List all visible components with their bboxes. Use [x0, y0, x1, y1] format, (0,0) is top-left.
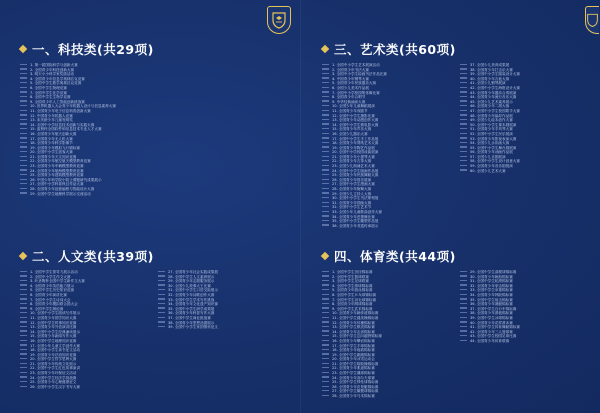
list-item: 40. 全国青少年吉他大赛 — [460, 77, 590, 82]
list-item: 14. 全国中小学信息技术创新与实践大赛 — [20, 123, 290, 128]
list-item: 18. 全国青少年科学影像节 — [20, 141, 290, 146]
list-item: 34. 全国青少年文化遗产知识赛 — [158, 302, 288, 307]
list-item: 53. 全国青少年影视表演大赛 — [460, 137, 590, 142]
section-title-text: 一、科技类(共29项) — [32, 42, 154, 57]
list-item: 15. 全国中学生定向越野锦标赛 — [322, 334, 452, 339]
list-item: 60. 全国少儿艺术大赛 — [460, 169, 590, 174]
list-item: 13. 宋庆龄少年儿童发明奖 — [20, 118, 290, 123]
list-item: 34. 全国青少年摔跤锦标赛 — [460, 293, 590, 298]
list-item: 11. 全国中学生健美操锦标赛 — [322, 316, 452, 321]
list-item: 1. 全国中学生田径锦标赛 — [322, 270, 452, 275]
list-item: 29. 全国中学生地理科学展示交流活动 — [20, 192, 290, 197]
list-item: 9. 中华经典诵读大赛 — [322, 100, 452, 105]
list-item: 13. 全国青少年动漫创作大赛 — [322, 118, 452, 123]
list-item: 30. 全国中小学生书法篆刻展 — [322, 196, 452, 201]
list-item: 2. 全国青少年书法大赛 — [322, 68, 452, 73]
list-item: 3. 全国中小学生绘画书法作品比赛 — [322, 72, 452, 77]
item-column — [322, 63, 452, 228]
list-item: 50. 全国中小学生课本剧展演 — [460, 123, 590, 128]
diamond-icon — [321, 252, 329, 260]
list-item: 11. 全国青少年电子信息科普创新大赛 — [20, 109, 290, 114]
list-item: 18. 全国中小学生读书征文活动 — [20, 348, 150, 353]
list-item: 6. 全国中学生物理竞赛 — [20, 86, 290, 91]
list-item: 39. 全国中小学生服装设计大赛 — [460, 72, 590, 77]
list-item: 24. 全国青少年高尔夫球赛 — [322, 376, 452, 381]
list-item: 18. 全国青少年射箭锦标赛 — [322, 348, 452, 353]
list-item: 31. 全国中学生轮滑锦标赛 — [460, 279, 590, 284]
list-item: 1. 第一届国际科学与创新大赛 — [20, 63, 290, 68]
list-item: 15. 蓝桥杯全国软件和信息技术专业人才大赛 — [20, 127, 290, 132]
list-item: 29. 全国中学生曲棍球锦标赛 — [460, 270, 590, 275]
list-item: 7. 全国中学生化学竞赛 — [20, 91, 290, 96]
list-item: 43. 全国中学生校园足球比赛 — [460, 334, 590, 339]
list-item: 23. 全国少儿朗诵艺术大赛 — [322, 164, 452, 169]
list-item: 2. 全国中学生篮球联赛 — [322, 275, 452, 280]
list-item: 27. 全国中学生橄榄球锦标赛 — [322, 389, 452, 394]
list-item: 8. 全国青少年网球锦标赛 — [322, 302, 452, 307]
list-item: 8. 全国青少年合唱节 — [322, 95, 452, 100]
item-column — [460, 63, 590, 228]
diamond-icon — [19, 45, 27, 53]
list-item: 37. 全国中学生商业挑战赛 — [158, 316, 288, 321]
humanities-section — [20, 250, 295, 389]
list-item: 14. 全国中小学生经典诵读展示 — [20, 330, 150, 335]
section-title-text: 三、艺术类(共60项) — [334, 42, 456, 57]
item-column — [460, 270, 590, 399]
list-item: 27. 全国中小学科普科幻作品大赛 — [20, 182, 290, 187]
school-crest-icon — [267, 6, 291, 34]
list-item: 47. 全国中小学生校园歌手大赛 — [460, 109, 590, 114]
list-item: 43. 全国青少年器乐合奏展演 — [460, 91, 590, 96]
item-column — [158, 270, 288, 389]
list-item: 26. 全国青少年皮划艇锦标赛 — [322, 385, 452, 390]
list-item: 32. 全国青少年诗歌创作大赛 — [158, 293, 288, 298]
list-item: 46. 全国青少年二胡大赛 — [460, 104, 590, 109]
list-item: 13. 全国中学生棋类锦标赛 — [322, 325, 452, 330]
list-item: 17. 全国中小学生手工作品展 — [322, 137, 452, 142]
list-item: 16. 全国青少年航天创新大赛 — [20, 132, 290, 137]
section-title — [20, 250, 295, 264]
list-item: 27. 全国中小学生漫画大赛 — [322, 182, 452, 187]
list-item: 55. 全国中小学生舞台剧展演 — [460, 146, 590, 151]
list-item: 8. 全国中学生生物学竞赛 — [20, 95, 290, 100]
list-item: 10. 全国中小学生阅读写作展示 — [20, 311, 150, 316]
list-item: 10. 全国少年儿童舞蹈展演 — [322, 104, 452, 109]
list-item: 52. 全国中小学生民乐展演 — [460, 132, 590, 137]
list-item: 38. 全国青少年思想品德展示 — [158, 321, 288, 326]
section-title-text: 二、人文类(共39项) — [32, 249, 154, 264]
list-item: 27. 全国青少年社会实践成果展 — [158, 270, 288, 275]
list-item: 45. 全国少儿艺术素养展示 — [460, 100, 590, 105]
list-item: 6. 全国少儿美术作品展 — [322, 86, 452, 91]
list-item: 22. 全国中小学生红色故事演讲 — [20, 366, 150, 371]
list-item: 21. 全国青少年天文知识竞赛 — [20, 155, 290, 160]
list-item: 14. 全国青少年击剑锦标赛 — [322, 330, 452, 335]
list-item: 23. 全国青少年车辆模型教育竞赛 — [20, 164, 290, 169]
list-item: 11. 全国青少年戏剧节 — [322, 109, 452, 114]
list-item: 24. 全国青少年航海模型教育竞赛 — [20, 169, 290, 174]
list-item: 36. 全国青少年科普写作大赛 — [158, 311, 288, 316]
list-item: 9. 全国中学生武术锦标赛 — [322, 307, 452, 312]
item-column — [20, 270, 150, 389]
list-item: 1. 全国中学生领导力展示活动 — [20, 270, 150, 275]
tech-item-list — [20, 63, 290, 196]
list-item: 35. 全国中小学生研学成果展 — [158, 307, 288, 312]
list-item: 41. 全国中学生体育舞蹈锦标赛 — [460, 325, 590, 330]
list-item: 28. 全国青少年马术锦标赛 — [322, 394, 452, 399]
list-item: 28. 全国青少年创意编程与智能设计大赛 — [20, 187, 290, 192]
sports-item-list — [322, 270, 592, 399]
section-title-text: 四、体育类(共44项) — [334, 249, 456, 264]
item-column — [322, 270, 452, 399]
list-item: 49. 全国少儿绘本创作大赛 — [460, 118, 590, 123]
list-item: 19. 全国中学生跳绳锦标赛 — [322, 353, 452, 358]
humanities-item-list — [20, 270, 295, 389]
list-item: 6. 全国青少年演讲比赛 — [20, 293, 150, 298]
list-item: 20. 全国中小学校园戏曲展演 — [322, 150, 452, 155]
list-item: 10. 全国青少年跆拳道锦标赛 — [322, 311, 452, 316]
list-item: 15. 全国青少年新闻写作大赛 — [20, 334, 150, 339]
list-item: 23. 全国中学生毽球锦标赛 — [322, 371, 452, 376]
list-item: 21. 全国青少年传统文化展示 — [20, 362, 150, 367]
list-item: 38. 全国青少年打击乐大赛 — [460, 68, 590, 73]
list-item: 20. 全国中小学生创客大赛 — [20, 150, 290, 155]
list-item: 59. 全国青少年音乐剧展演 — [460, 164, 590, 169]
list-item: 29. 全国青少年志愿服务展示 — [158, 279, 288, 284]
list-item: 35. 全国中学生射击锦标赛 — [460, 298, 590, 303]
list-item: 36. 全国青少年非遗传承展示 — [322, 224, 452, 229]
list-item: 40. 全国青少年花样滑冰赛 — [460, 321, 590, 326]
list-item: 1. 全国中小学生艺术展演活动 — [322, 63, 452, 68]
list-item: 42. 全国中小学生海报设计大赛 — [460, 86, 590, 91]
list-item: 9. 全国中学生辩论赛 — [20, 307, 150, 312]
list-item: 22. 全国青少年柔道锦标赛 — [322, 366, 452, 371]
list-item: 32. 全国青少年拳击锦标赛 — [460, 284, 590, 289]
list-item: 16. 全国少儿器乐大赛 — [322, 132, 452, 137]
list-item: 2. 全国青少年科技创新大赛 — [20, 68, 290, 73]
section-title — [20, 43, 290, 57]
list-item: 57. 全国少儿京剧展演 — [460, 155, 590, 160]
list-item: 12. 全国中学生时事知识竞赛 — [20, 321, 150, 326]
list-item: 37. 全国少儿美育成果展 — [460, 63, 590, 68]
list-item: 4. 中国青少年钢琴大赛 — [322, 77, 452, 82]
list-item: 12. 中国青少年机器人竞赛 — [20, 114, 290, 119]
tech-section — [20, 43, 290, 196]
list-item: 19. 全国青少年法治知识竞赛 — [20, 353, 150, 358]
list-item: 33. 全国中学生学术写作挑战 — [158, 298, 288, 303]
list-item: 58. 全国中小学生设计创意大赛 — [460, 159, 590, 164]
list-item: 11. 全国青少年国学知识大赛 — [20, 316, 150, 321]
list-item: 17. 全国少年儿童文学创作大赛 — [20, 344, 150, 349]
list-item: 42. 全国青少年三人篮球赛 — [460, 330, 590, 335]
list-item: 22. 全国青少年古筝大赛 — [322, 159, 452, 164]
list-item: 7. 全国中小学生诗词大会 — [20, 298, 150, 303]
list-item: 28. 全国中学生人文素养展示 — [158, 275, 288, 280]
list-item: 4. 全国青少年信息学奥林匹克竞赛 — [20, 77, 290, 82]
list-item: 13. 全国青少年外语演讲比赛 — [20, 325, 150, 330]
list-item: 2. 全国中小学生作文大赛 — [20, 275, 150, 280]
diamond-icon — [321, 45, 329, 53]
list-item: 35. 全国中小学生雕塑作品展 — [322, 219, 452, 224]
list-item: 26. 全国中小学生汉字书写大赛 — [20, 385, 150, 390]
list-item: 29. 全国少儿主持人大赛 — [322, 192, 452, 197]
list-item: 4. 全国中学生排球锦标赛 — [322, 284, 452, 289]
school-crest-icon — [585, 6, 599, 34]
list-item: 22. 全国青少年航空航天模型教育竞赛 — [20, 159, 290, 164]
list-item: 51. 全国青少年手风琴大赛 — [460, 127, 590, 132]
list-item: 32. 全国中小学生艺术节 — [322, 205, 452, 210]
list-item: 17. 全国青少年无人机大赛 — [20, 137, 290, 142]
list-item: 14. 全国中小学生微电影大赛 — [322, 123, 452, 128]
list-item: 16. 全国青少年攀岩锦标赛 — [322, 339, 452, 344]
list-item: 21. 全国青少年小提琴大赛 — [322, 155, 452, 160]
list-item: 26. 中国少年科学院小院士课题研究成果展示 — [20, 178, 290, 183]
list-item: 12. 全国中小学生摄影比赛 — [322, 114, 452, 119]
list-item: 39. 全国中学生冰球锦标赛 — [460, 316, 590, 321]
list-item: 17. 全国中学生手球锦标赛 — [322, 344, 452, 349]
list-item: 23. 全国青少年环保征文活动 — [20, 371, 150, 376]
list-item: 19. 全国青少年陶艺作品展 — [322, 146, 452, 151]
list-item: 7. 全国中学生羽毛球锦标赛 — [322, 298, 452, 303]
list-item: 39. 全国中小学生家国情怀征文 — [158, 325, 288, 330]
list-item: 37. 全国中学生自行车锦标赛 — [460, 307, 590, 312]
list-item: 54. 全国少儿水彩画大赛 — [460, 141, 590, 146]
list-item: 24. 全国中学生经济学挑战赛 — [20, 376, 150, 381]
list-item: 34. 全国青少年芭蕾舞比赛 — [322, 215, 452, 220]
diamond-icon — [19, 252, 27, 260]
list-item: 4. 全国青少年英语能力展示 — [20, 284, 150, 289]
list-item: 8. 全国青少年模拟联合国大会 — [20, 302, 150, 307]
list-item: 5. 全国中学生历史知识竞赛 — [20, 288, 150, 293]
sports-section — [322, 250, 592, 399]
list-item: 44. 全国青少年体育联赛 — [460, 339, 590, 344]
list-item: 3. 明天小小科学家奖励活动 — [20, 72, 290, 77]
list-item: 44. 全国青少年流行音乐大赛 — [460, 95, 590, 100]
list-item: 33. 全国中学生举重锦标赛 — [460, 288, 590, 293]
list-item: 31. 全国青少年国画大赛 — [322, 201, 452, 206]
list-item: 25. 全国青少年心理健康征文 — [20, 380, 150, 385]
list-item: 5. 全国青少年游泳锦标赛 — [322, 288, 452, 293]
list-item: 24. 全国中小学生版画作品展 — [322, 169, 452, 174]
list-item: 38. 全国青少年滑板锦标赛 — [460, 311, 590, 316]
list-item: 18. 全国青少年剪纸艺术大赛 — [322, 141, 452, 146]
list-item: 10. 世界机器人大会青少年机器人设计与信息素养大赛 — [20, 104, 290, 109]
list-item: 36. 全国青少年赛艇锦标赛 — [460, 302, 590, 307]
list-item: 5. 全国中学生数学奥林匹克竞赛 — [20, 81, 290, 86]
list-item: 7. 全国中小学校园集体舞比赛 — [322, 91, 452, 96]
list-item: 28. 全国青少年街舞大赛 — [322, 187, 452, 192]
list-item: 30. 全国少儿故事大王比赛 — [158, 284, 288, 289]
list-item: 25. 全国中学生棒垒球锦标赛 — [322, 380, 452, 385]
list-item: 5. 全国青少年民族器乐大赛 — [322, 81, 452, 86]
list-item: 48. 全国青少年编导作品展 — [460, 114, 590, 119]
section-title — [322, 43, 592, 57]
list-item: 26. 全国青少年管乐展演 — [322, 178, 452, 183]
list-item: 33. 全国少年儿童歌曲创作大赛 — [322, 210, 452, 215]
list-item: 16. 全国中学生地理知识竞赛 — [20, 339, 150, 344]
list-item: 6. 全国中学生乒乓球锦标赛 — [322, 293, 452, 298]
list-item: 19. 全国青少年模拟飞行锦标赛 — [20, 146, 290, 151]
page-fold-divider — [300, 0, 301, 413]
list-item: 25. 全国青少年建筑模型教育竞赛 — [20, 173, 290, 178]
list-item: 41. 全国少儿钢琴展演 — [460, 81, 590, 86]
list-item: 3. 全国中学生足球联赛 — [322, 279, 452, 284]
list-item: 20. 全国中学生哲学思辨大赛 — [20, 357, 150, 362]
arts-item-list — [322, 63, 592, 228]
list-item: 25. 全国青少年民族舞蹈大赛 — [322, 173, 452, 178]
list-item: 15. 全国青少年声乐大赛 — [322, 127, 452, 132]
list-item: 3. 叶圣陶杯全国中学生新作文大赛 — [20, 279, 150, 284]
list-item: 30. 全国青少年帆船锦标赛 — [460, 275, 590, 280]
list-item: 20. 全国青少年冰雪运动会 — [322, 357, 452, 362]
arts-section — [322, 43, 592, 228]
section-title — [322, 250, 592, 264]
list-item: 21. 全国中学生啦啦操锦标赛 — [322, 362, 452, 367]
list-item: 31. 全国中小学生口语交际展示 — [158, 288, 288, 293]
list-item: 9. 全国青少年人工智能创新挑战赛 — [20, 100, 290, 105]
list-item: 56. 全国青少年油画作品展 — [460, 150, 590, 155]
list-item: 12. 全国青少年体操锦标赛 — [322, 321, 452, 326]
